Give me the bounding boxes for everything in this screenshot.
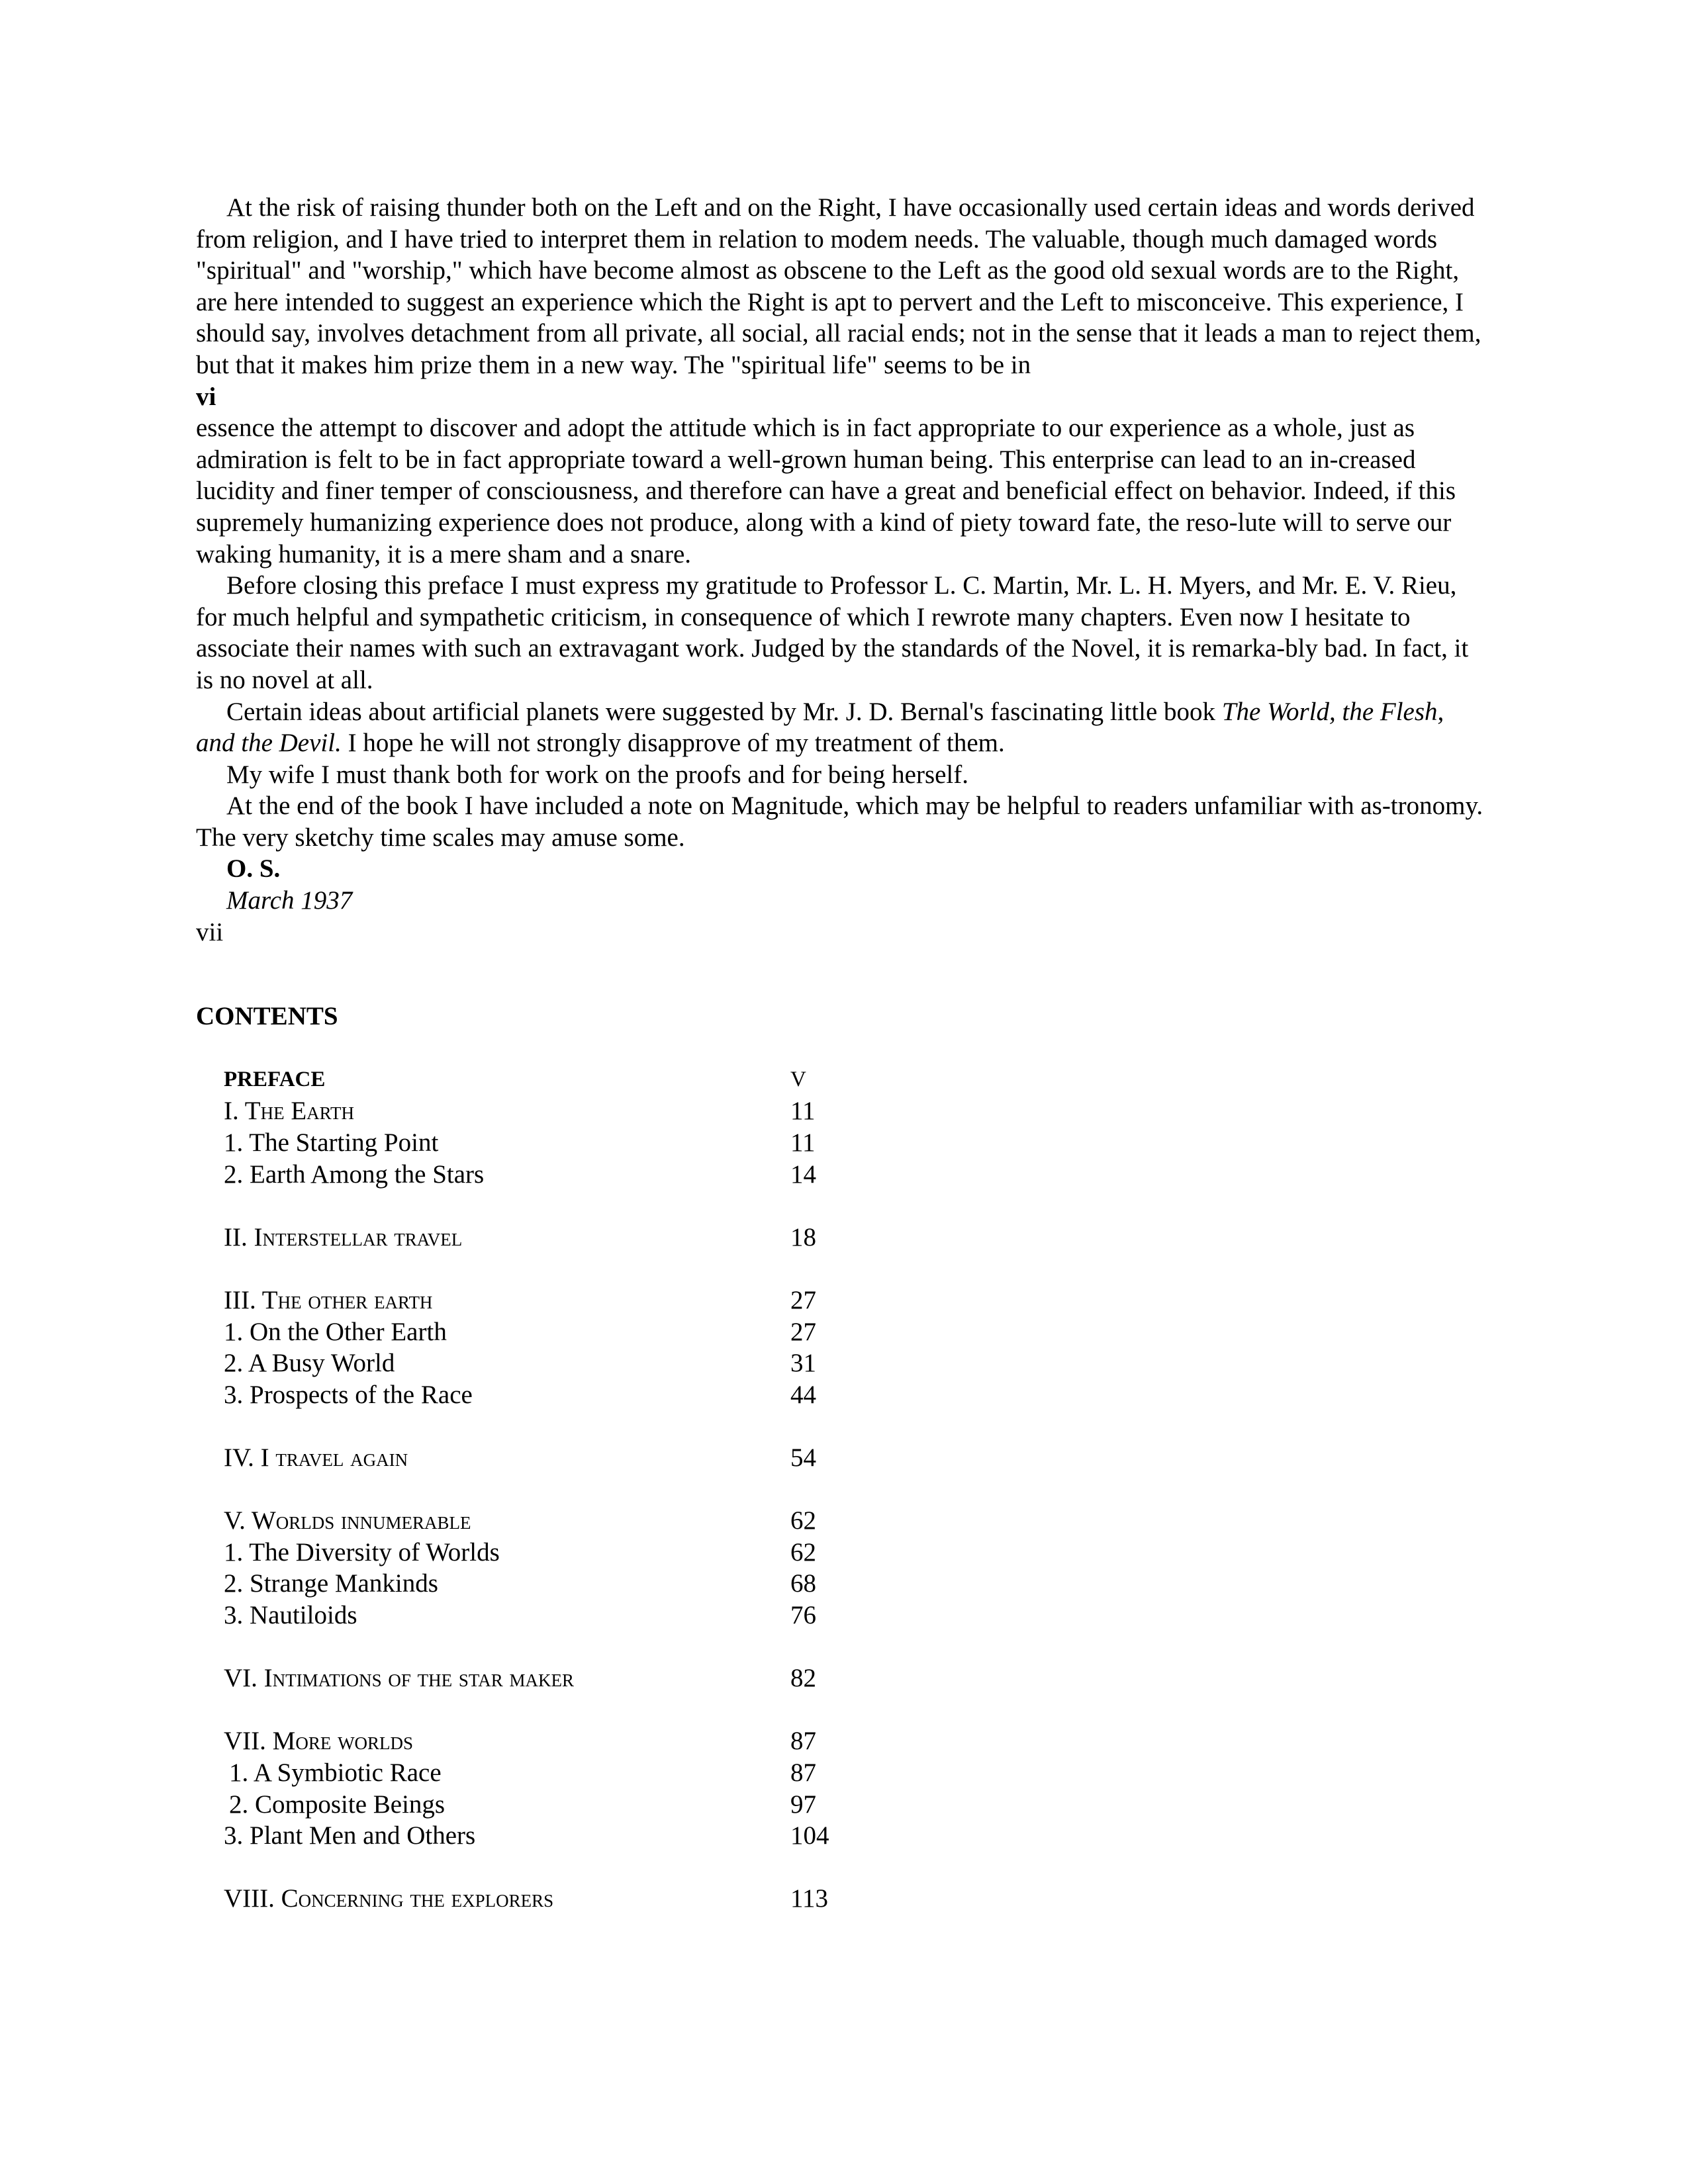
toc-page: 82 [790,1664,816,1693]
toc-entry[interactable] [224,1347,886,1379]
toc-entry[interactable] [224,1537,886,1569]
preface-date: March 1937 [226,886,353,915]
toc-label: PREFACE [224,1067,326,1091]
toc-page: 18 [790,1222,816,1251]
toc-label: 2. Earth Among the Stars [224,1160,485,1189]
toc-page: 27 [790,1317,816,1346]
toc-entry[interactable] [224,1505,886,1537]
toc-page: 87 [790,1758,816,1787]
toc-entry[interactable] [224,1789,886,1821]
toc-label: 1. The Starting Point [224,1128,439,1158]
toc-page: 97 [790,1790,816,1819]
toc-page: 104 [790,1821,829,1850]
author-signature: O. S. [226,854,281,884]
toc-entry[interactable] [224,1568,886,1600]
page-number: vi [196,382,216,411]
book-title: The World, the Flesh, and the Devil. [196,697,1444,758]
document-page [196,192,1487,1915]
toc-label: I. The Earth [224,1097,355,1126]
toc-label: 3. Prospects of the Race [224,1380,473,1409]
paragraph-text: Certain ideas about artificial planets were suggested by Mr. J. D. Bernal's fascinating little book [226,697,1222,726]
toc-label: 1. A Symbiotic Race [229,1758,442,1787]
toc-entry[interactable] [224,1064,886,1096]
toc-page: 14 [790,1160,816,1189]
toc-page: 44 [790,1380,816,1409]
toc-label: VIII. Concerning the explorers [224,1884,554,1913]
table-of-contents [224,1064,886,1915]
toc-entry[interactable] [224,1159,886,1191]
toc-label: 1. The Diversity of Worlds [224,1537,500,1567]
toc-entry[interactable] [224,1379,886,1411]
toc-label: VII. More worlds [224,1727,414,1756]
preface-paragraph [196,696,1487,759]
preface-paragraph: essence the attempt to discover and adopt the attitude which is in fact appropriate to our experience as a whole, just as admiration is felt to be in fact appropriate toward a well-grown human being. This enterprise can lead to an in-creased lucidity and finer temper of consciousness, and therefore can have a great and beneficial effect on behavior. Indeed, if this supremely humanizing experience does not produce, along with a kind of piety toward fate, the reso-lute will to serve our waking humanity, it is a mere sham and a snare. [196,414,1456,569]
toc-entry[interactable] [224,1883,886,1915]
toc-entry[interactable] [224,1442,886,1474]
toc-label: III. The other earth [224,1286,433,1314]
toc-label: 3. Nautiloids [224,1600,357,1629]
toc-page: 31 [790,1349,816,1378]
toc-label: 2. Composite Beings [229,1790,445,1819]
toc-label: V. Worlds innumerable [224,1506,471,1535]
toc-entry[interactable] [224,1725,886,1757]
toc-page: 62 [790,1537,816,1567]
toc-page: 27 [790,1286,816,1314]
toc-entry[interactable] [224,1316,886,1348]
toc-page: 76 [790,1600,816,1629]
toc-page: 11 [790,1097,816,1126]
toc-label: II. Interstellar travel [224,1222,463,1251]
toc-page: 113 [790,1884,829,1913]
preface-paragraph: My wife I must thank both for work on the proofs and for being herself. [226,760,969,789]
toc-page: 54 [790,1443,816,1472]
toc-page: 62 [790,1506,816,1535]
toc-entry[interactable] [224,1285,886,1316]
toc-entry[interactable] [224,1600,886,1631]
page-number: vii [196,917,224,946]
contents-heading: CONTENTS [196,1002,338,1031]
preface-paragraph: At the end of the book I have included a note on Magnitude, which may be helpful to readers unfamiliar with as-tronomy. The very sketchy time scales may amuse some. [196,792,1483,852]
toc-entry[interactable] [224,1757,886,1789]
toc-label: VI. Intimations of the star maker [224,1664,574,1693]
paragraph-text: I hope he will not strongly disapprove of my treatment of them. [341,729,1005,758]
toc-label: IV. I travel again [224,1443,408,1472]
toc-label: 3. Plant Men and Others [224,1821,476,1850]
toc-entry[interactable] [224,1095,886,1127]
preface-paragraph: Before closing this preface I must express my gratitude to Professor L. C. Martin, Mr. L. H. Myers, and Mr. E. V. Rieu, for much helpful and sympathetic criticism, in consequence of which I rewrote many chapters. Even now I hesitate to associate their names with such an extravagant work. Judged by the standards of the Novel, it is remarka-bly bad. In fact, it is no novel at all. [196,571,1469,694]
toc-page: 87 [790,1727,816,1756]
toc-entry[interactable] [224,1127,886,1159]
toc-label: 1. On the Other Earth [224,1317,447,1346]
toc-entry[interactable] [224,1662,886,1694]
preface-paragraph: At the risk of raising thunder both on the Left and on the Right, I have occasionally used certain ideas and words derived from religion, and I have tried to interpret them in relation to modem needs. The valuable, though much damaged words "spiritual" and "worship," which have become almost as obscene to the Left as the good old sexual words are to the Right, are here intended to suggest an experience which the Right is apt to pervert and the Left to misconceive. This experience, I should say, involves detachment from all private, all social, all racial ends; not in the sense that it leads a man to reject them, but that it makes him prize them in a new way. The "spiritual life" seems to be in [196,193,1481,379]
toc-page: 68 [790,1569,816,1598]
toc-label: 2. Strange Mankinds [224,1569,438,1598]
toc-entry[interactable] [224,1820,886,1852]
toc-page: 11 [790,1128,816,1158]
toc-entry[interactable] [224,1222,886,1253]
toc-label: 2. A Busy World [224,1349,395,1378]
toc-page: V [790,1067,806,1091]
